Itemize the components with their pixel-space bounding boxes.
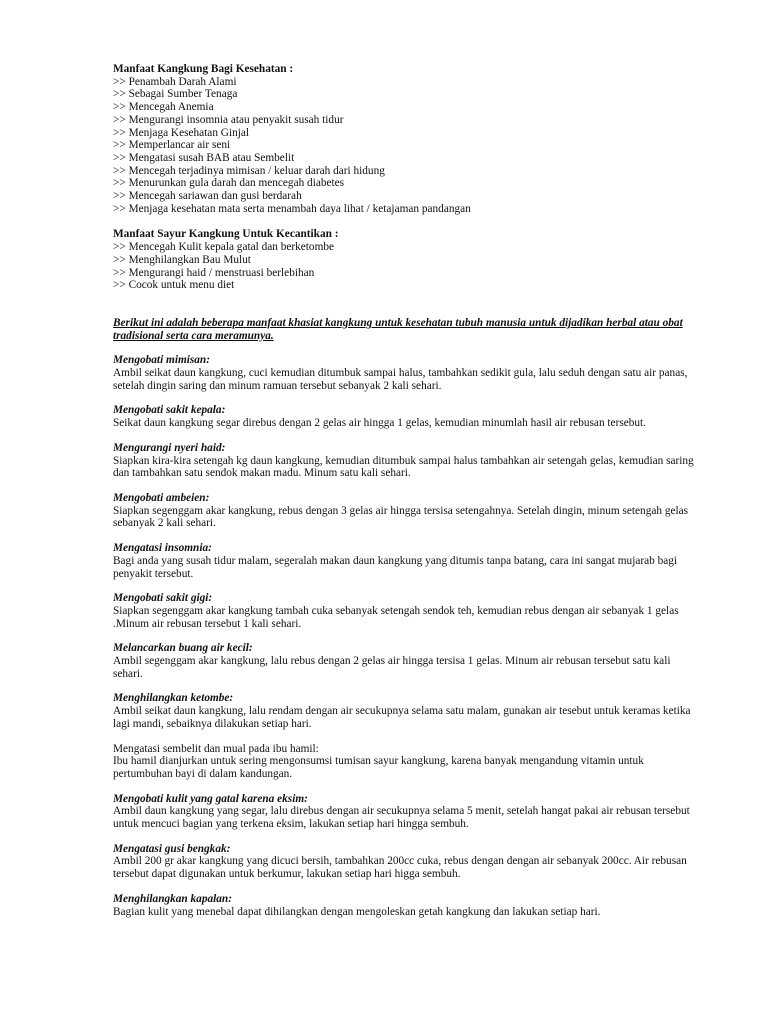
remedy-heading: Mengatasi sembelit dan mual pada ibu hamil: (113, 742, 319, 755)
remedy-headache (113, 404, 703, 429)
list-item: >> Cocok untuk menu diet (113, 279, 703, 292)
remedy-heading: Mengobati sakit gigi: (113, 592, 213, 605)
remedy-heading: Menghilangkan ketombe: (113, 692, 234, 705)
health-benefits-title: Manfaat Kangkung Bagi Kesehatan : (113, 63, 294, 75)
list-item: >> Menurunkan gula darah dan mencegah diabetes (113, 177, 703, 190)
remedy-heading: Mengurangi nyeri haid: (113, 441, 226, 454)
list-item: >> Mencegah sariawan dan gusi berdarah (113, 190, 703, 203)
remedy-heading: Melancarkan buang air kecil: (113, 642, 253, 655)
list-item: >> Menjaga Kesehatan Ginjal (113, 127, 703, 140)
remedy-urination (113, 642, 703, 680)
list-item: >> Mencegah terjadinya mimisan / keluar darah dari hidung (113, 165, 703, 178)
remedy-heading: Menghilangkan kapalan: (113, 892, 232, 905)
remedy-body: Bagian kulit yang menebal dapat dihilangkan dengan mengoleskan getah kangkung dan lakukan setiap hari. (113, 905, 601, 918)
remedy-body: Ambil segenggam akar kangkung, lalu rebus dengan 2 gelas air hingga tersisa 1 gelas. Minum air rebusan tersebut satu kali sehari. (113, 655, 671, 680)
remedy-nosebleed (113, 354, 703, 392)
remedy-body: Ibu hamil dianjurkan untuk sering mengonsumsi tumisan sayur kangkung, karena banyak mengandung vitamin untuk pertumbuhan bayi di dalam kandungan. (113, 755, 644, 780)
remedy-body: Ambil seikat daun kangkung, cuci kemudian ditumbuk sampai halus, tambahkan sedikit gula, lalu seduh dengan satu air panas, setelah dingin saring dan minum ramuan tersebut sebanyak 2 kali sehari. (113, 367, 688, 392)
remedy-body: Siapkan segenggam akar kangkung tambah cuka sebanyak setengah sendok teh, kemudian rebus dengan air sebanyak 1 gelas .Minum air rebusan tersebut 1 kali sehari. (113, 604, 679, 630)
remedy-body: Ambil daun kangkung yang segar, lalu direbus dengan air secukupnya selama 5 menit, setelah hangat pakai air rebusan tersebut untuk mencuci bagian yang terkena eksim, lakukan setiap hari hingga sembuh. (113, 805, 690, 831)
remedy-heading: Mengobati mimisan: (113, 354, 210, 367)
list-item: >> Mengurangi haid / menstruasi berlebihan (113, 267, 703, 280)
remedy-heading: Mengobati sakit kepala: (113, 404, 226, 417)
remedy-pregnancy-constipation (113, 743, 703, 781)
remedy-toothache (113, 592, 703, 630)
list-item: >> Mencegah Kulit kepala gatal dan berketombe (113, 241, 703, 254)
remedy-calluses (113, 893, 703, 918)
list-item: >> Mengatasi susah BAB atau Sembelit (113, 152, 703, 165)
remedy-heading: Mengatasi insomnia: (113, 542, 212, 555)
beauty-benefits-list (113, 241, 703, 292)
health-benefits-list (113, 76, 703, 216)
list-item: >> Memperlancar air seni (113, 139, 703, 152)
remedy-body: Seikat daun kangkung segar direbus dengan 2 gelas air hingga 1 gelas, kemudian minumlah hasil air rebusan tersebut. (113, 417, 647, 430)
remedy-heading: Mengobati ambeien: (113, 491, 210, 504)
remedy-body: Bagi anda yang susah tidur malam, segeralah makan daun kangkung yang ditumis tanpa batang, cara ini sangat mujarab bagi penyakit tersebut. (113, 554, 678, 580)
remedy-body: Ambil seikat daun kangkung, lalu rendam dengan air secukupnya selama satu malam, gunakan air tesebut untuk keramas ketika lagi mandi, sebaiknya dilakukan setiap hari. (113, 705, 691, 730)
document-content (113, 63, 703, 930)
remedy-heading: Mengatasi gusi bengkak: (113, 842, 231, 855)
remedy-body: Siapkan segenggam akar kangkung, rebus dengan 3 gelas air hingga tersisa setengahnya. Setelah dingin, minum setengah gelas sebanyak 2 kali sehari. (113, 504, 689, 530)
remedy-body: Siapkan kira-kira setengah kg daun kangkung, kemudian ditumbuk sampai halus tambahkan air setengah gelas, kemudian saring dan tambahkan satu sendok makan madu. Minum satu kali sehari. (113, 454, 694, 480)
list-item: >> Penambah Darah Alami (113, 76, 703, 89)
list-item: >> Sebagai Sumber Tenaga (113, 88, 703, 101)
list-item: >> Menjaga kesehatan mata serta menambah daya lihat / ketajaman pandangan (113, 203, 703, 216)
list-item: >> Mencegah Anemia (113, 101, 703, 114)
beauty-benefits-title: Manfaat Sayur Kangkung Untuk Kecantikan : (113, 228, 339, 241)
remedy-eczema (113, 793, 703, 831)
remedy-insomnia (113, 542, 703, 580)
list-item: >> Mengurangi insomnia atau penyakit susah tidur (113, 114, 703, 127)
remedy-dandruff (113, 692, 703, 730)
remedy-body: Ambil 200 gr akar kangkung yang dicuci bersih, tambahkan 200cc cuka, rebus dengan dengan air sebanyak 200cc. Air rebusan tersebut dapat digunakan untuk berkumur, lakukan setiap hari higga sembuh. (113, 855, 687, 881)
remedy-menstrual-pain (113, 442, 703, 480)
remedy-swollen-gums (113, 843, 703, 881)
remedies-intro: Berikut ini adalah beberapa manfaat khasiat kangkung untuk kesehatan tubuh manusia untuk dijadikan herbal atau obat tradisional serta cara meramunya. (113, 316, 683, 342)
list-item: >> Menghilangkan Bau Mulut (113, 254, 703, 267)
remedy-heading: Mengobati kulit yang gatal karena eksim: (113, 792, 308, 805)
remedy-hemorrhoids (113, 492, 703, 530)
